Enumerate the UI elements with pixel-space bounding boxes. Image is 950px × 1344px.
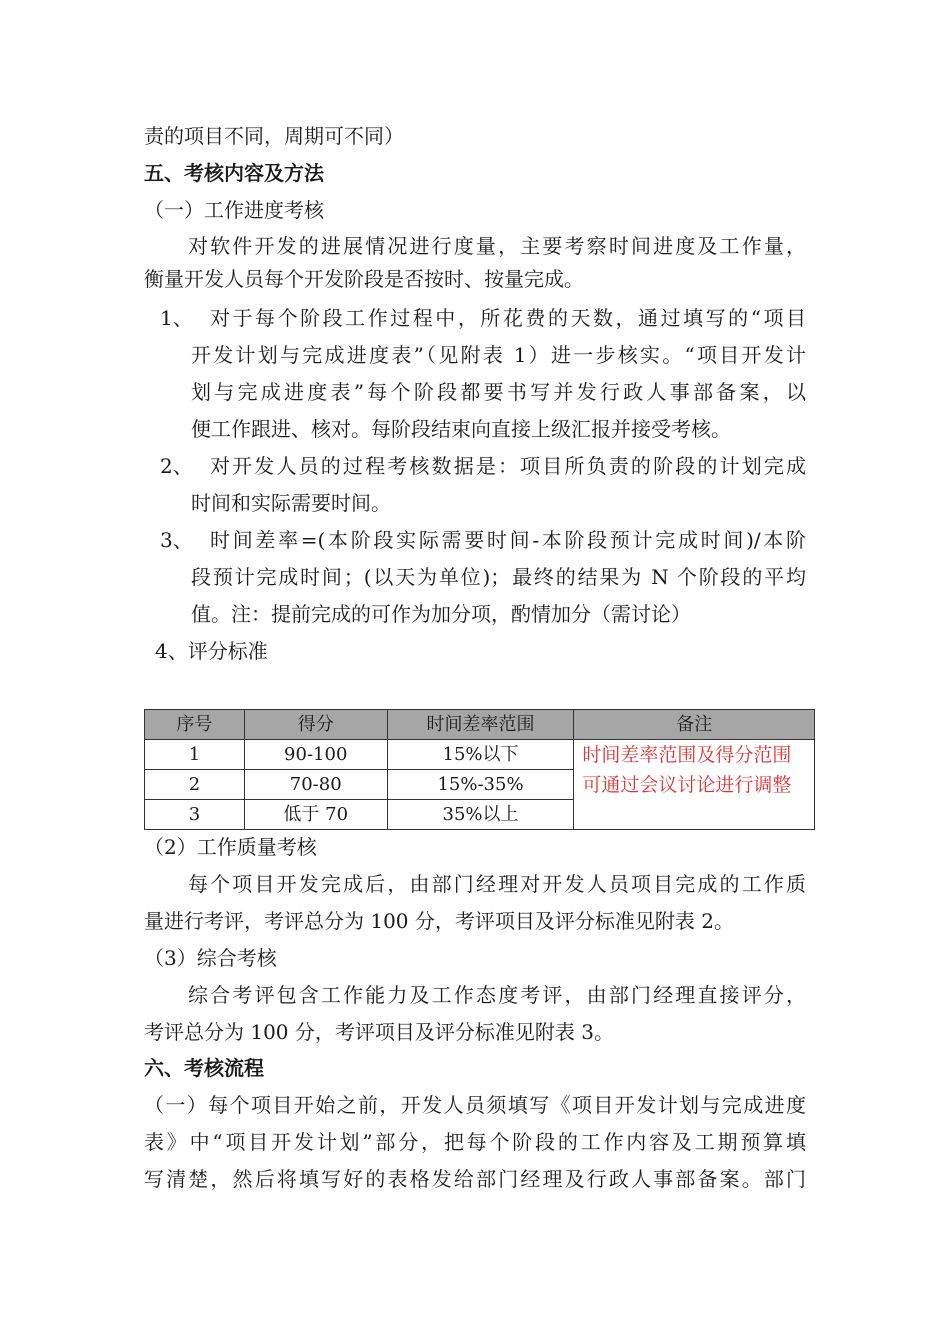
paragraph-line: 责的项目不同，周期可不同） [144, 124, 404, 148]
table-cell: 3 [145, 800, 245, 830]
table-header-cell: 备注 [574, 710, 815, 740]
list-number: 2、 [160, 454, 193, 478]
list-item-line: 值。注：提前完成的可作为加分项，酌情加分（需讨论） [191, 602, 691, 626]
table-header-cell: 时间差率范围 [387, 710, 574, 740]
list-item-line: 时间和实际需要时间。 [191, 491, 391, 515]
paragraph-line: 表》中“项目开发计划”部分，把每个阶段的工作内容及工期预算填 [144, 1130, 806, 1154]
list-item-line: 开发计划与完成进度表”（见附表 1）进一步核实。“项目开发计 [191, 343, 806, 367]
table-cell: 35%以上 [387, 800, 574, 830]
section-heading-5: 五、考核内容及方法 [144, 161, 324, 185]
scoring-table [144, 709, 815, 830]
paragraph-line: 综合考评包含工作能力及工作态度考评，由部门经理直接评分， [188, 983, 806, 1007]
paragraph-line: 量进行考评，考评总分为 100 分，考评项目及评分标准见附表 2。 [144, 909, 734, 933]
subsection-heading: （3）综合考核 [144, 946, 277, 970]
table-cell: 15%以下 [387, 740, 574, 770]
subsection-heading: （一）工作进度考核 [144, 198, 324, 222]
paragraph-line: 对软件开发的进展情况进行度量，主要考察时间进度及工作量， [188, 234, 806, 258]
table-cell: 1 [145, 740, 245, 770]
list-item-line: 4、评分标准 [155, 639, 268, 663]
subsection-heading: （2）工作质量考核 [144, 835, 317, 859]
list-number: 3、 [160, 528, 193, 552]
table-header-cell: 得分 [244, 710, 387, 740]
table-note-cell: 时间差率范围及得分范围可通过会议讨论进行调整 [574, 740, 815, 830]
list-item-line: 便工作跟进、核对。每阶段结束向直接上级汇报并接受考核。 [191, 417, 731, 441]
paragraph-line: 考评总分为 100 分，考评项目及评分标准见附表 3。 [144, 1020, 614, 1044]
table-cell: 70-80 [244, 770, 387, 800]
list-item-line: 对开发人员的过程考核数据是：项目所负责的阶段的计划完成 [210, 454, 806, 478]
table-cell: 2 [145, 770, 245, 800]
list-item-line: 段预计完成时间；(以天为单位)；最终的结果为 N 个阶段的平均 [191, 565, 806, 589]
table-cell: 低于 70 [244, 800, 387, 830]
section-heading-6: 六、考核流程 [144, 1056, 264, 1080]
list-item-line: 划与完成进度表”每个阶段都要书写并发行政人事部备案，以 [191, 380, 806, 404]
list-item-line: 时间差率=(本阶段实际需要时间-本阶段预计完成时间)/本阶 [210, 528, 806, 552]
table-row [145, 740, 815, 770]
table-cell: 15%-35% [387, 770, 574, 800]
paragraph-line: 衡量开发人员每个开发阶段是否按时、按量完成。 [144, 267, 584, 291]
list-number: 1、 [160, 306, 193, 330]
paragraph-line: 写清楚，然后将填写好的表格发给部门经理及行政人事部备案。部门 [144, 1167, 806, 1191]
paragraph-line: （一）每个项目开始之前，开发人员须填写《项目开发计划与完成进度 [144, 1093, 806, 1117]
table-header-cell: 序号 [145, 710, 245, 740]
list-item-line: 对于每个阶段工作过程中，所花费的天数，通过填写的“项目 [210, 306, 806, 330]
paragraph-line: 每个项目开发完成后，由部门经理对开发人员项目完成的工作质 [188, 872, 806, 896]
table-header-row [145, 710, 815, 740]
table-cell: 90-100 [244, 740, 387, 770]
